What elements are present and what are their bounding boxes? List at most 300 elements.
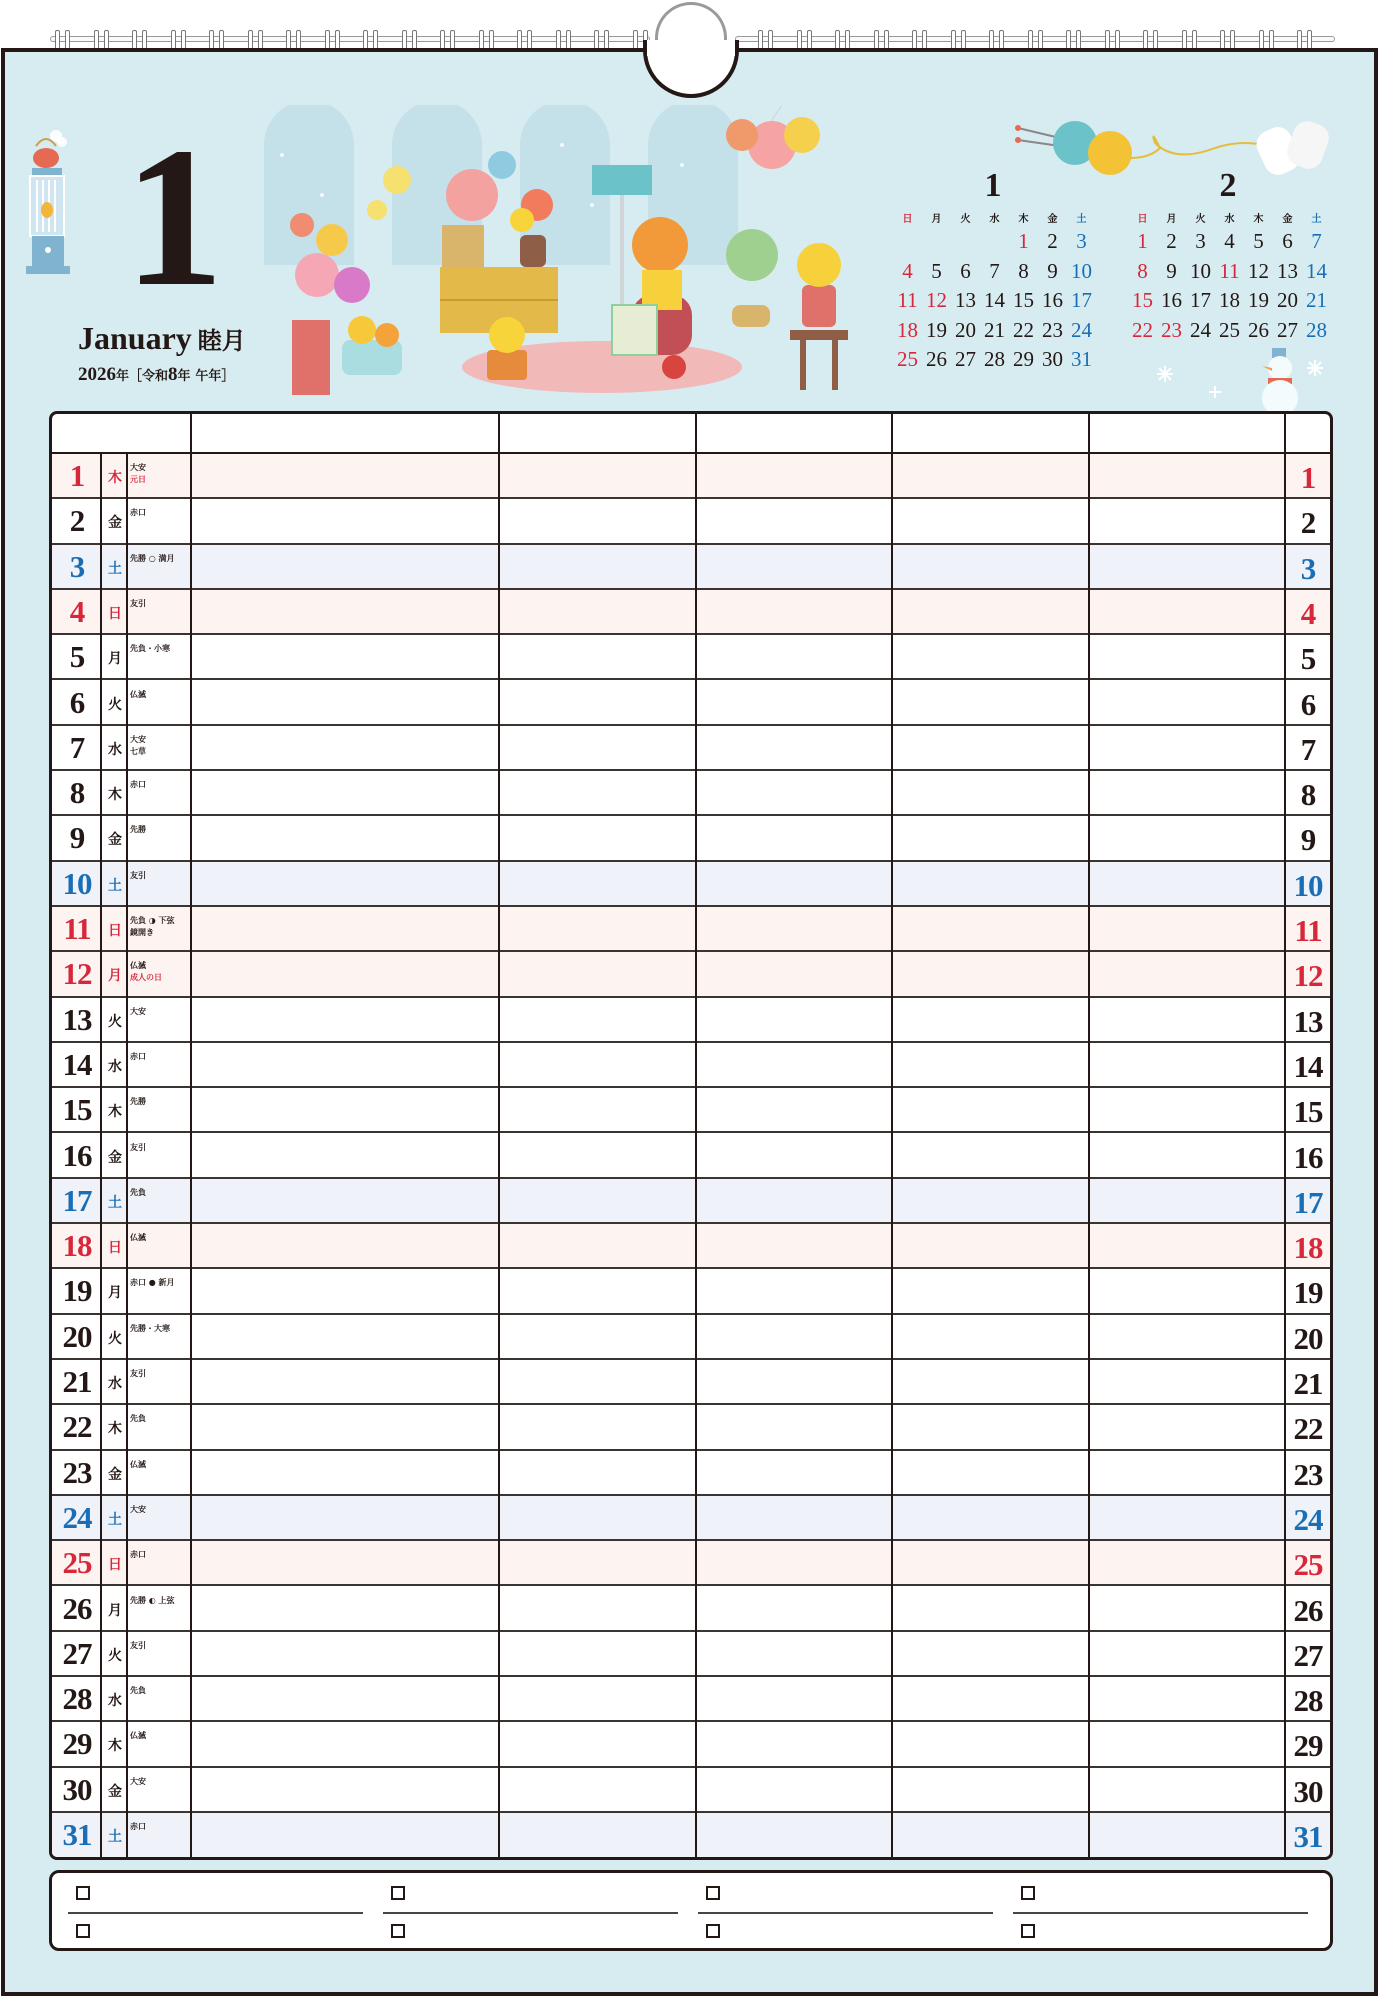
divider (126, 454, 128, 1857)
day-number-right: 14 (1293, 1048, 1323, 1084)
rokuyo-label (130, 1413, 146, 1425)
day-number-right: 21 (1293, 1366, 1323, 1401)
weekday: 日 (108, 1240, 122, 1257)
snowman-icon (1258, 348, 1302, 418)
year-line (78, 364, 234, 386)
weekday: 土 (108, 560, 122, 577)
mini-calendar-day: 3 (1195, 229, 1206, 253)
month-name-en: January (78, 320, 192, 356)
day-number: 25 (62, 1545, 92, 1581)
rokuyo-text: 先勝 (130, 825, 146, 835)
day-number-right: 19 (1293, 1275, 1323, 1311)
mini-calendar-day: 26 (926, 347, 947, 371)
rokuyo-label (130, 689, 146, 701)
weekday: 金 (108, 1783, 122, 1800)
memo-line (698, 1912, 993, 1914)
rokuyo-label (130, 1640, 146, 1652)
day-number-right: 10 (1293, 867, 1323, 903)
mini-calendar-day: 25 (897, 347, 918, 371)
table-row[interactable] (52, 1451, 1330, 1496)
mini-calendar-day: 20 (1277, 288, 1298, 312)
table-row[interactable] (52, 1179, 1330, 1224)
schedule-table (49, 411, 1333, 1860)
rokuyo-label (130, 1142, 146, 1154)
mini-calendar-day: 1 (1137, 229, 1148, 253)
winter-room-illustration (262, 105, 902, 395)
divider (190, 414, 192, 1857)
rokuyo-text: 赤口 (130, 1051, 146, 1061)
day-number-right: 26 (1293, 1592, 1323, 1628)
rokuyo-label (130, 1323, 170, 1335)
mini-calendar-day: 16 (1042, 288, 1063, 312)
table-row[interactable] (52, 590, 1330, 635)
rokuyo-label (130, 598, 146, 610)
weekday: 火 (108, 1330, 122, 1347)
rokuyo-text: 大安 (130, 1006, 146, 1016)
year: 2026 (78, 364, 116, 385)
mini-calendar-day: 22 (1013, 317, 1034, 342)
day-number-right: 1 (1300, 460, 1316, 495)
mini-calendar-days (893, 227, 1093, 375)
mini-calendar-day: 17 (1190, 288, 1211, 312)
weekday: 木 (108, 1738, 122, 1755)
rokuyo-text: 友引 (130, 1369, 146, 1378)
event-label: 元日 (130, 475, 146, 484)
weekday-label: 日 (1137, 214, 1148, 225)
era-year-suffix: 年 (177, 369, 191, 384)
weekday: 金 (108, 832, 122, 849)
table-row[interactable] (52, 681, 1330, 726)
table-row[interactable] (52, 1360, 1330, 1405)
table-row[interactable] (52, 1813, 1330, 1858)
mini-calendar-day (893, 227, 922, 257)
table-row[interactable] (52, 545, 1330, 590)
mini-calendar-day: 24 (1190, 317, 1211, 342)
rokuyo-text: 赤口 ● 新月 (130, 1278, 175, 1288)
day-number-right: 8 (1300, 777, 1316, 813)
day-number: 15 (62, 1092, 92, 1128)
rokuyo-text: 仏滅 (130, 961, 146, 971)
mini-calendar-day: 1 (1018, 229, 1029, 253)
rokuyo-text: 大安 (130, 734, 146, 744)
table-row[interactable] (52, 1722, 1330, 1767)
table-row[interactable] (52, 1134, 1330, 1179)
weekday-label: 火 (960, 214, 971, 225)
table-row[interactable] (52, 1768, 1330, 1813)
table-row[interactable] (52, 1043, 1330, 1088)
day-number-right: 22 (1293, 1411, 1323, 1447)
day-number: 4 (69, 593, 85, 629)
rokuyo-label (130, 1730, 146, 1742)
rokuyo-text: 先勝 (130, 1097, 146, 1107)
rokuyo-label (130, 1504, 146, 1516)
mini-calendar-day: 8 (1018, 258, 1029, 283)
mini-calendar-day: 23 (1042, 317, 1063, 342)
table-row[interactable] (52, 1496, 1330, 1541)
rokuyo-label (130, 1685, 146, 1697)
table-row[interactable] (52, 1088, 1330, 1133)
mini-calendar-day: 25 (1219, 317, 1240, 342)
day-number: 22 (62, 1409, 92, 1445)
day-number: 19 (62, 1273, 92, 1309)
table-row[interactable] (52, 499, 1330, 544)
day-number: 29 (62, 1726, 92, 1762)
hanger-notch-mask (647, 44, 735, 56)
mini-calendar-day: 28 (984, 347, 1005, 371)
era-name: 令和 (142, 369, 169, 384)
day-number: 24 (62, 1499, 92, 1535)
mini-calendar-day: 24 (1071, 317, 1092, 342)
day-number: 18 (62, 1228, 92, 1264)
rokuyo-text: 友引 (130, 870, 146, 880)
mini-calendar-day: 29 (1013, 347, 1034, 371)
weekday: 日 (108, 1557, 122, 1574)
rokuyo-text: 先勝・大寒 (130, 1323, 170, 1333)
checkbox[interactable] (706, 1886, 720, 1900)
rokuyo-text: 大安 (130, 463, 146, 472)
rokuyo-text: 友引 (130, 598, 146, 608)
rokuyo-label (130, 870, 146, 882)
mini-calendar-day: 28 (1306, 317, 1327, 342)
mini-calendar-weekdays (1128, 210, 1328, 225)
mini-calendar-day: 14 (1306, 258, 1327, 283)
rokuyo-text: 仏滅 (130, 689, 146, 699)
mini-calendar-day: 27 (955, 347, 976, 371)
rokuyo-label (130, 1776, 146, 1788)
mini-calendar-next (1128, 166, 1328, 345)
day-number-right: 5 (1300, 641, 1316, 677)
day-number-right: 7 (1300, 731, 1316, 767)
day-number-right: 2 (1300, 505, 1316, 541)
mini-calendar-day: 11 (897, 288, 918, 312)
checkbox[interactable] (76, 1886, 90, 1900)
memo-column (997, 1873, 1312, 1948)
mini-calendar-day: 22 (1132, 317, 1153, 342)
weekday-label: 水 (989, 214, 1000, 225)
weekday: 火 (108, 1013, 122, 1030)
rokuyo-label (130, 643, 170, 655)
day-number: 12 (62, 956, 92, 992)
weekday-label: 月 (1166, 214, 1177, 225)
memo-line (68, 1912, 363, 1914)
day-number-right: 17 (1293, 1184, 1323, 1220)
table-row[interactable] (52, 1632, 1330, 1677)
rokuyo-text: 赤口 (130, 508, 146, 518)
weekday: 火 (108, 1647, 122, 1664)
mini-calendar-day (951, 227, 980, 257)
weekday: 木 (108, 470, 122, 486)
mini-calendar-weekdays (893, 210, 1093, 225)
kerosene-heater-icon (26, 128, 70, 278)
weekday: 金 (108, 1149, 122, 1166)
day-number-right: 13 (1293, 1003, 1323, 1039)
weekday-label: 土 (1311, 214, 1322, 225)
mini-calendar-day: 5 (1253, 229, 1264, 253)
weekday: 土 (108, 1194, 122, 1211)
day-number: 9 (69, 820, 85, 856)
mini-calendar-day: 7 (989, 258, 1000, 283)
rokuyo-text: 仏滅 (130, 1731, 146, 1741)
zodiac-year: 午年 (195, 369, 222, 384)
mini-calendar-title: 1 (984, 167, 1002, 204)
rokuyo-text: 赤口 (130, 1822, 146, 1831)
weekday-label: 木 (1253, 214, 1264, 225)
day-number-right: 29 (1293, 1728, 1323, 1764)
table-row[interactable] (52, 771, 1330, 816)
mini-calendar-day: 8 (1137, 258, 1148, 283)
day-number: 1 (69, 458, 85, 493)
table-row[interactable] (52, 1269, 1330, 1314)
mini-calendar-day: 6 (1282, 229, 1293, 253)
day-number-right: 30 (1293, 1773, 1323, 1809)
day-number-right: 18 (1293, 1230, 1323, 1266)
mini-calendar-day: 19 (1248, 288, 1269, 312)
rokuyo-label (130, 462, 146, 486)
rokuyo-label (130, 824, 146, 836)
table-row[interactable] (52, 952, 1330, 997)
memo-checklist (49, 1870, 1333, 1951)
mini-calendar-day: 19 (926, 317, 947, 342)
rokuyo-label (130, 1187, 146, 1199)
mini-calendar-day: 12 (926, 288, 947, 312)
day-number-right: 4 (1300, 595, 1316, 631)
rokuyo-text: 友引 (130, 1142, 146, 1152)
month-name-jp: 睦月 (197, 327, 246, 355)
rokuyo-text: 友引 (130, 1640, 146, 1650)
bracket-close: ］ (221, 369, 235, 384)
divider (498, 414, 500, 1857)
weekday: 月 (108, 1285, 122, 1302)
rokuyo-text: 赤口 (130, 1550, 146, 1560)
day-number: 11 (63, 911, 91, 946)
rokuyo-text: 仏滅 (130, 1459, 146, 1469)
checkbox[interactable] (391, 1886, 405, 1900)
day-number: 17 (62, 1182, 92, 1218)
weekday: 水 (108, 1376, 122, 1392)
weekday: 水 (108, 1058, 122, 1075)
table-row[interactable] (52, 1405, 1330, 1450)
checkbox[interactable] (76, 1924, 90, 1938)
mini-calendar-day: 20 (955, 317, 976, 342)
weekday: 金 (108, 1466, 122, 1483)
day-number: 21 (62, 1364, 92, 1399)
table-row[interactable] (52, 1677, 1330, 1722)
year-suffix: 年 (116, 369, 130, 384)
day-number: 6 (69, 684, 85, 720)
day-number-right: 28 (1293, 1683, 1323, 1719)
rokuyo-text: 大安 (130, 1776, 146, 1786)
day-number-right: 11 (1294, 913, 1322, 948)
weekday: 月 (108, 1602, 122, 1619)
rokuyo-text: 先勝 ○ 満月 (130, 553, 175, 563)
table-row[interactable] (52, 816, 1330, 861)
weekday: 水 (108, 741, 122, 758)
day-number: 30 (62, 1771, 92, 1807)
day-number: 13 (62, 1001, 92, 1037)
rokuyo-label (130, 1096, 146, 1108)
divider (695, 414, 697, 1857)
weekday: 土 (108, 877, 122, 894)
mini-calendar-day (922, 227, 951, 257)
table-header-row (52, 414, 1330, 454)
mini-calendar-day: 13 (955, 288, 976, 312)
table-row[interactable] (52, 726, 1330, 771)
day-number: 10 (62, 865, 92, 901)
day-number: 8 (69, 775, 85, 811)
table-row[interactable] (52, 1541, 1330, 1586)
rokuyo-label (130, 1006, 146, 1018)
weekday: 木 (108, 1421, 122, 1438)
weekday-label: 火 (1195, 214, 1206, 225)
day-number-right: 20 (1293, 1320, 1323, 1356)
rokuyo-label (130, 1232, 146, 1244)
rokuyo-text: 先負 (130, 1187, 146, 1197)
day-number: 23 (62, 1454, 92, 1490)
rokuyo-label (130, 1821, 146, 1833)
bracket-open: ［ (129, 369, 143, 384)
mini-calendar-day: 23 (1161, 317, 1182, 342)
rokuyo-label (130, 734, 146, 758)
rokuyo-label (130, 915, 175, 939)
mini-calendar-day: 6 (960, 258, 971, 283)
mini-calendar-day: 9 (1047, 258, 1058, 283)
divider (100, 454, 102, 1857)
rokuyo-text: 先負 (130, 1414, 146, 1424)
mini-calendar-day: 12 (1248, 258, 1269, 283)
rokuyo-label (130, 1595, 175, 1607)
day-number-right: 15 (1293, 1094, 1323, 1130)
mini-calendar-day: 18 (1219, 288, 1240, 312)
rokuyo-label (130, 1459, 146, 1471)
event-label: 成人の日 (130, 973, 162, 983)
day-number: 14 (62, 1046, 92, 1082)
memo-column (52, 1873, 367, 1948)
weekday: 木 (108, 787, 122, 804)
weekday: 日 (108, 605, 122, 622)
mini-calendar-day: 4 (1224, 229, 1235, 253)
mini-calendar-day: 2 (1047, 229, 1058, 253)
weekday: 月 (108, 651, 122, 668)
rokuyo-text: 先負 ◑ 下弦 (130, 916, 175, 925)
event-label: 七草 (130, 746, 146, 756)
weekday-label: 日 (902, 214, 913, 225)
rokuyo-label (130, 1549, 146, 1561)
weekday-label: 土 (1076, 214, 1087, 225)
rokuyo-label (130, 1277, 175, 1289)
mini-calendar-day: 3 (1076, 229, 1087, 253)
checkbox[interactable] (1021, 1924, 1035, 1938)
divider (1284, 414, 1286, 1857)
day-number-right: 27 (1293, 1637, 1323, 1673)
era-year: 8 (168, 364, 178, 385)
weekday-label: 月 (931, 214, 942, 225)
event-label: 鏡開き (130, 928, 154, 937)
month-title (78, 320, 246, 357)
weekday: 火 (108, 696, 122, 713)
mini-calendar-day: 17 (1071, 288, 1092, 312)
day-number: 31 (62, 1817, 92, 1852)
rokuyo-label (130, 553, 175, 565)
mini-calendar-day: 15 (1132, 288, 1153, 312)
day-number-right: 25 (1293, 1547, 1323, 1583)
memo-column (682, 1873, 997, 1948)
mini-calendar-day: 10 (1190, 258, 1211, 283)
memo-line (1013, 1912, 1308, 1914)
weekday: 土 (108, 1511, 122, 1528)
rokuyo-text: 仏滅 (130, 1233, 146, 1243)
table-row[interactable] (52, 635, 1330, 680)
rokuyo-text: 先負 (130, 1686, 146, 1696)
divider (1088, 414, 1090, 1857)
day-number: 7 (69, 729, 85, 765)
mini-calendar-day: 14 (984, 288, 1005, 312)
checkbox[interactable] (1021, 1886, 1035, 1900)
table-row[interactable] (52, 1315, 1330, 1360)
weekday-label: 木 (1018, 214, 1029, 225)
mini-calendar-day: 16 (1161, 288, 1182, 312)
day-number: 3 (69, 548, 85, 584)
weekday-label: 金 (1047, 214, 1058, 225)
mini-calendar-day: 21 (1306, 288, 1327, 312)
mini-calendar-day: 5 (931, 258, 942, 283)
rokuyo-label (130, 960, 162, 984)
table-row[interactable] (52, 1587, 1330, 1632)
mini-calendar-day: 18 (897, 317, 918, 342)
rokuyo-label (130, 507, 146, 519)
weekday: 土 (108, 1829, 122, 1845)
month-number: 1 (124, 107, 218, 328)
rokuyo-label (130, 1368, 146, 1380)
day-number-right: 16 (1293, 1139, 1323, 1175)
mini-calendar-day: 15 (1013, 288, 1034, 312)
weekday-label: 金 (1282, 214, 1293, 225)
memo-column (367, 1873, 682, 1948)
mini-calendar-day: 10 (1071, 258, 1092, 283)
weekday: 水 (108, 1693, 122, 1710)
day-number-right: 24 (1293, 1501, 1323, 1537)
mini-calendar-day: 2 (1166, 229, 1177, 253)
mini-calendar-current (893, 166, 1093, 375)
rokuyo-text: 先負・小寒 (130, 644, 170, 654)
day-number: 27 (62, 1635, 92, 1671)
mini-calendar-days (1128, 227, 1328, 345)
checkbox[interactable] (706, 1924, 720, 1938)
rokuyo-text: 大安 (130, 1504, 146, 1514)
day-number: 20 (62, 1318, 92, 1354)
table-row[interactable] (52, 907, 1330, 952)
day-number: 28 (62, 1681, 92, 1717)
day-number-right: 23 (1293, 1456, 1323, 1492)
table-row[interactable] (52, 862, 1330, 907)
table-row[interactable] (52, 998, 1330, 1043)
day-number: 2 (69, 503, 85, 539)
mini-calendar-title: 2 (1219, 167, 1237, 204)
mini-calendar-day: 30 (1042, 347, 1063, 371)
day-number: 5 (69, 639, 85, 675)
divider (891, 414, 893, 1857)
mini-calendar-day: 31 (1071, 347, 1092, 371)
weekday: 金 (108, 515, 122, 532)
mini-calendar-day: 13 (1277, 258, 1298, 283)
mini-calendar-day: 4 (902, 258, 913, 283)
mini-calendar-day: 26 (1248, 317, 1269, 342)
checkbox[interactable] (391, 1924, 405, 1938)
day-number-right: 9 (1300, 822, 1316, 858)
table-row[interactable] (52, 454, 1330, 499)
table-row[interactable] (52, 1224, 1330, 1269)
memo-line (383, 1912, 678, 1914)
day-number-right: 31 (1293, 1819, 1323, 1854)
